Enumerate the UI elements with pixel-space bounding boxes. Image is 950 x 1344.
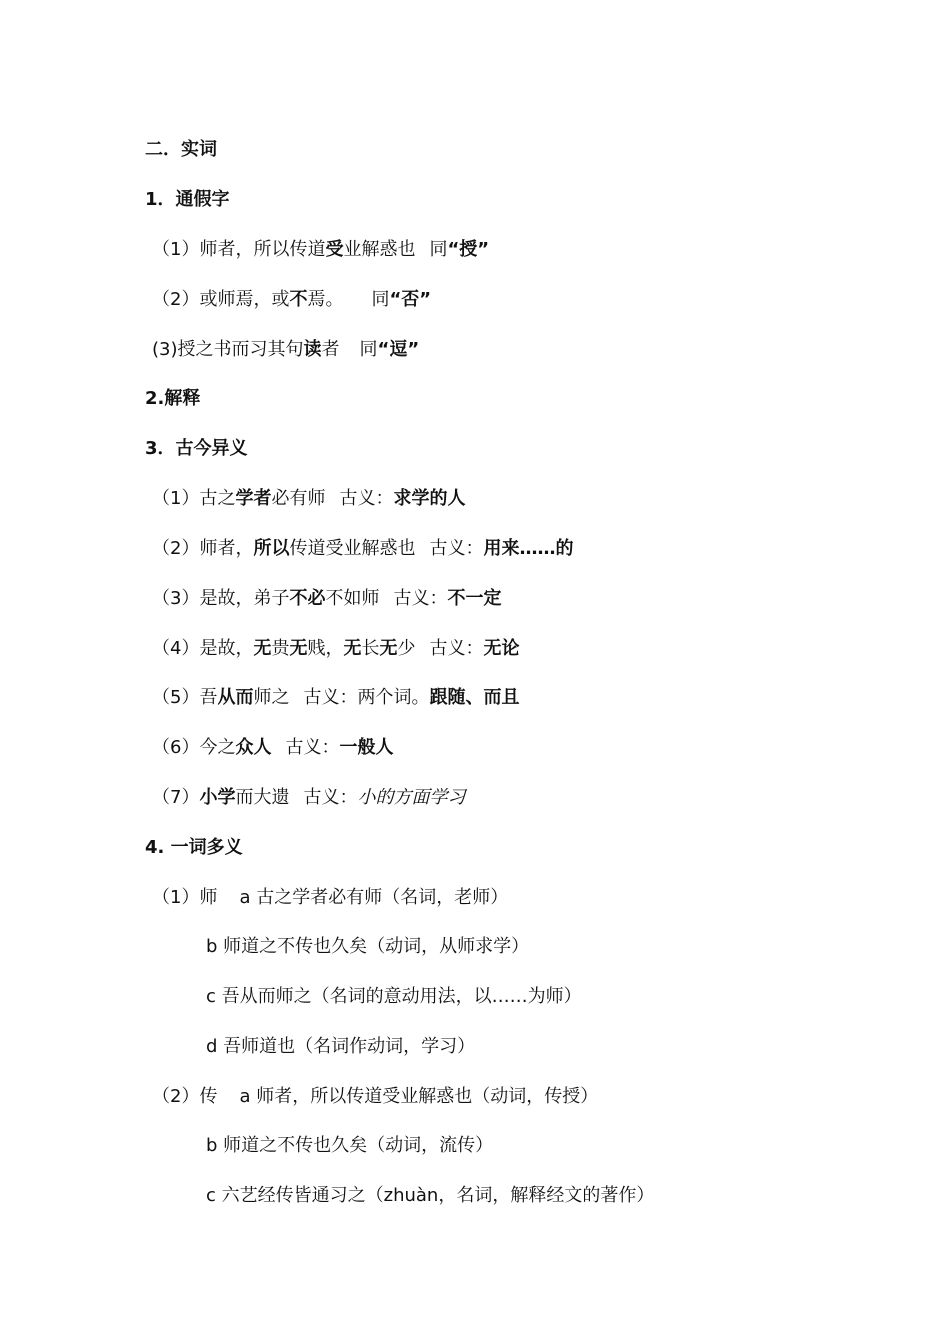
sense-letter: d [206, 1036, 218, 1057]
same-as-value: “逗” [377, 339, 420, 360]
gujin-item-6 [152, 736, 393, 760]
sense-letter: c [206, 1185, 216, 1206]
item-text: 必有师 [271, 488, 326, 509]
section-title: 二．实词 [145, 139, 217, 160]
ancient-meaning: 用来……的 [483, 538, 574, 559]
key-char: 不 [289, 289, 308, 310]
item-number: （3） [152, 588, 200, 609]
item-text: 今之 [199, 737, 236, 758]
item-number: （7） [152, 787, 200, 808]
item-number: （5） [152, 687, 200, 708]
gujin-item-2 [152, 537, 573, 561]
item-text: 而大遗 [235, 787, 290, 808]
heading-gujin-yiyi: 3．古今异义 [145, 438, 248, 459]
duoyi-sense [206, 935, 529, 959]
item-number: （1） [152, 887, 200, 908]
ancient-meaning: 求学的人 [393, 488, 466, 509]
same-as-label: 同 [371, 289, 390, 310]
ancient-meaning-label: 古义： [429, 538, 484, 559]
item-text: 焉。 [307, 289, 344, 310]
sense-text: 师道之不传也久矣（动词，流传） [223, 1135, 494, 1156]
ancient-meaning: 无论 [483, 638, 520, 659]
ancient-meaning: 跟随、而且 [429, 687, 520, 708]
same-as-value: “授” [447, 239, 490, 260]
key-word: 无 [289, 638, 308, 659]
item-number: （4） [152, 638, 200, 659]
gujin-item-4 [152, 637, 519, 661]
item-text: 是故，弟子 [199, 588, 290, 609]
item-text: 或师焉，或 [199, 289, 290, 310]
item-text: 师之 [253, 687, 290, 708]
sense-text: 师者，所以传道受业解惑也（动词，传授） [256, 1086, 599, 1107]
sense-text: 吾师道也（名词作动词，学习） [223, 1036, 476, 1057]
key-word: 无 [253, 638, 272, 659]
gujin-item-1 [152, 487, 465, 511]
same-as-value: “否” [389, 289, 432, 310]
item-text: 业解惑也 [343, 239, 416, 260]
item-text: 古之 [199, 488, 236, 509]
heading-yici-duoyi: 4. 一词多义 [145, 837, 243, 858]
duoyi-group-1 [152, 886, 508, 910]
item-text: 是故， [199, 638, 254, 659]
duoyi-group-2 [152, 1085, 598, 1109]
item-number: (3) [152, 339, 178, 360]
item-text: 长 [361, 638, 380, 659]
item-number: （1） [152, 239, 200, 260]
key-word: 学者 [235, 488, 272, 509]
key-word: 无 [343, 638, 362, 659]
item-text: 传道受业解惑也 [289, 538, 416, 559]
sense-text: 古之学者必有师（名词，老师） [256, 887, 509, 908]
tongjia-item-3 [152, 338, 419, 362]
ancient-meaning-label: 古义： [339, 488, 394, 509]
sense-letter: b [206, 1135, 218, 1156]
heading-jieshi: 2.解释 [145, 388, 201, 409]
key-word: 众人 [235, 737, 272, 758]
ancient-meaning: 小的方面学习 [357, 787, 466, 808]
item-text: 者 [321, 339, 340, 360]
key-char: 受 [325, 239, 344, 260]
sense-letter: a [239, 1086, 251, 1107]
sense-text: 吾从而师之（名词的意动用法，以……为师） [221, 986, 582, 1007]
item-text: 师者， [199, 538, 254, 559]
polysemy-word: 师 [199, 887, 218, 908]
sense-letter: b [206, 936, 218, 957]
item-text: 少 [397, 638, 416, 659]
sense-text: 师道之不传也久矣（动词，从师求学） [223, 936, 530, 957]
item-text: 授之书而习其句 [177, 339, 304, 360]
ancient-meaning-label: 古义： [303, 787, 358, 808]
ancient-meaning-label: 古义： [303, 687, 358, 708]
tongjia-item-1 [152, 238, 489, 262]
duoyi-sense [206, 1134, 493, 1158]
ancient-meaning-note: 两个词。 [357, 687, 430, 708]
item-text: 吾 [199, 687, 218, 708]
sense-letter: a [239, 887, 251, 908]
item-number: （1） [152, 488, 200, 509]
tongjia-item-2 [152, 288, 431, 312]
polysemy-word: 传 [199, 1086, 218, 1107]
item-number: （2） [152, 1086, 200, 1107]
gujin-item-5 [152, 686, 519, 710]
gujin-item-3 [152, 587, 501, 611]
ancient-meaning-label: 古义： [393, 588, 448, 609]
same-as-label: 同 [359, 339, 378, 360]
duoyi-sense [206, 985, 582, 1009]
heading-tongjiazi: 1．通假字 [145, 189, 230, 210]
item-text: 不如师 [325, 588, 380, 609]
gujin-item-7 [152, 786, 465, 810]
key-word: 小学 [199, 787, 236, 808]
key-word: 从而 [217, 687, 254, 708]
item-number: （2） [152, 538, 200, 559]
item-number: （6） [152, 737, 200, 758]
sense-letter: c [206, 986, 216, 1007]
item-text: 贵 [271, 638, 290, 659]
key-word: 不必 [289, 588, 326, 609]
duoyi-sense [206, 1184, 654, 1208]
duoyi-sense [206, 1035, 475, 1059]
key-word: 无 [379, 638, 398, 659]
ancient-meaning: 一般人 [339, 737, 394, 758]
item-text: 师者，所以传道 [199, 239, 326, 260]
sense-text: 六艺经传皆通习之（zhuàn，名词，解释经文的著作） [221, 1185, 655, 1206]
key-char: 读 [303, 339, 322, 360]
key-word: 所以 [253, 538, 290, 559]
same-as-label: 同 [429, 239, 448, 260]
ancient-meaning-label: 古义： [285, 737, 340, 758]
item-text: 贱， [307, 638, 344, 659]
ancient-meaning: 不一定 [447, 588, 502, 609]
item-number: （2） [152, 289, 200, 310]
ancient-meaning-label: 古义： [429, 638, 484, 659]
